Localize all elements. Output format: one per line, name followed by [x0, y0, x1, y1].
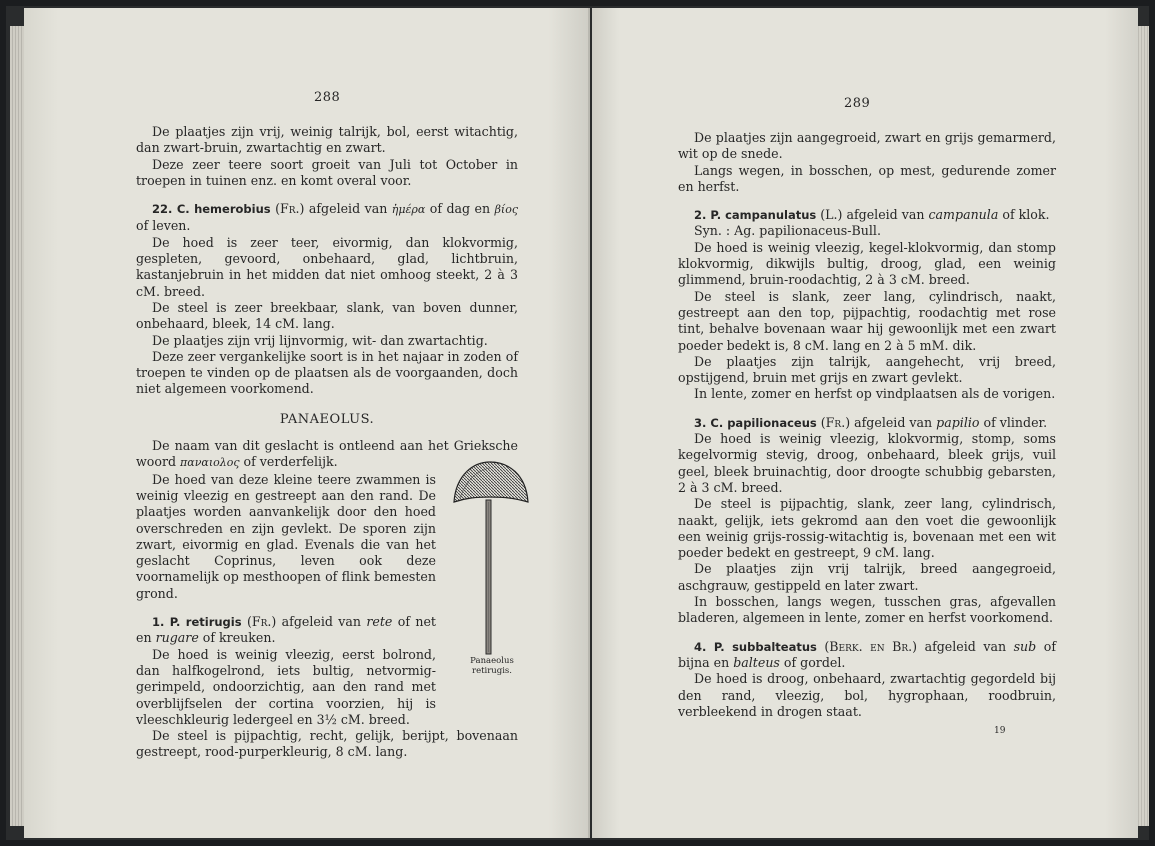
- text: of leven.: [136, 218, 191, 234]
- entry-number: 4.: [694, 639, 707, 654]
- latin-word: campanula: [928, 207, 999, 223]
- text: of kreuken.: [202, 630, 276, 646]
- text: De naam van dit geslacht is ontleend aan het Grieksche woord: [136, 438, 518, 470]
- entry-number: 3.: [694, 415, 707, 430]
- entry-number: 2.: [694, 208, 707, 223]
- author: (Fr.): [820, 414, 851, 430]
- paragraph: De plaatjes zijn vrij lijnvormig, wit- dan zwartachtig.: [152, 332, 488, 348]
- species-name: P. campanulatus: [710, 208, 817, 223]
- signature-mark: 19: [994, 726, 1006, 736]
- text: of dag en: [429, 201, 491, 217]
- caption-line: Panaeolus: [470, 656, 514, 666]
- greek-word: ἡμέρα: [391, 203, 426, 217]
- species-name: P. subbalteatus: [713, 639, 817, 654]
- greek-word: βίος: [494, 203, 519, 217]
- page-number: 288: [314, 90, 341, 105]
- text: afgeleid van: [924, 638, 1007, 654]
- paragraph: De plaatjes zijn vrij, weinig talrijk, bol, eerst witachtig, dan zwart-bruin, zwartachtig en zwart.: [136, 124, 518, 156]
- latin-word: papilio: [936, 414, 980, 430]
- synonym: Syn. : Ag. papilionaceus-Bull.: [694, 223, 881, 239]
- author: (L.): [820, 207, 843, 223]
- paragraph: In lente, zomer en herfst op vindplaatsen als de vorigen.: [694, 386, 1056, 402]
- paragraph: Deze zeer teere soort groeit van Juli tot October in troepen in tuinen enz. en komt overal voor.: [136, 156, 518, 188]
- species-entry: [136, 201, 518, 235]
- species-entry: [678, 415, 1056, 431]
- caption-line: retirugis.: [472, 666, 512, 676]
- paragraph: De steel is zeer breekbaar, slank, van boven dunner, onbehaard, bleek, 14 cM. lang.: [136, 299, 518, 332]
- greek-word: παναιολος: [180, 456, 240, 470]
- paragraph: De plaatjes zijn talrijk, aangehecht, vrij breed, opstijgend, bruin met grijs en zwart gevlekt.: [678, 353, 1056, 386]
- paragraph: In bosschen, langs wegen, tusschen gras, afgevallen bladeren, algemeen in lente, zomer en herfst voorkomend.: [678, 594, 1056, 626]
- page-number: 289: [844, 96, 871, 111]
- latin-word: rugare: [155, 630, 199, 646]
- paragraph: De hoed is droog, onbehaard, zwartachtig gegordeld bij den rand, vleezig, bol, hygrophaan, roodbruin, verbleekend in drogen staat.: [678, 671, 1056, 719]
- text: afgeleid van: [854, 414, 933, 430]
- open-book: [6, 6, 1149, 840]
- text: of vlinder.: [983, 414, 1048, 430]
- mushroom-illustration: [452, 460, 532, 682]
- text: of bijna en: [678, 638, 1056, 670]
- paragraph: De hoed is zeer teer, eivormig, dan klokvormig, gespleten, gevoord, onbehaard, glad, lichtbruin, kastanjebruin in het midden dat niet omhoog steekt, 2 à 3 cM. breed.: [136, 234, 518, 299]
- paragraph: De hoed van deze kleine teere zwammen is weinig vleezig en gestreept aan den rand. De plaatjes worden aanvankelijk door den hoed overschreden en zijn gevlekt. De sporen zijn zwart, eivormig en glad. Evenals die van het geslacht Coprinus, leven ook deze voornamelijk op mesthoopen of flink bemesten grond.: [136, 471, 436, 601]
- paragraph: De steel is pijpachtig, recht, gelijk, berijpt, bovenaan gestreept, rood-purperkleurig, 8 cM. lang.: [136, 728, 518, 760]
- text: afgeleid van: [308, 201, 388, 217]
- paragraph: Langs wegen, in bosschen, op mest, gedurende zomer en herfst.: [678, 162, 1056, 194]
- text: of gordel.: [783, 654, 846, 670]
- text: of verderfelijk.: [243, 454, 338, 470]
- left-page: [24, 8, 590, 838]
- author: (Berk. en Br.): [824, 638, 918, 654]
- species-name: P. retirugis: [169, 615, 242, 630]
- text: afgeleid van: [281, 614, 362, 630]
- paragraph: De plaatjes zijn aangegroeid, zwart en grijs gemarmerd, wit op de snede.: [678, 130, 1056, 162]
- paragraph: De hoed is weinig vleezig, eerst bolrond, dan halfkogelrond, iets bultig, netvormig-gerimpeld, ondoorzichtig, aan den rand met overblijfselen der cortina voorzien, hij is vleeschkleurig ledergeel en 3½ cM. breed.: [136, 646, 436, 727]
- figure-caption: [452, 656, 532, 676]
- latin-word: sub: [1013, 638, 1037, 654]
- paragraph: De hoed is weinig vleezig, kegel-klokvormig, dan stomp klokvormig, dikwijls bultig, droog, glad, een weinig glimmend, bruin-roodachtig, 2 à 3 cM. breed.: [678, 239, 1056, 288]
- entry-number: 1.: [152, 615, 165, 630]
- right-page: [592, 8, 1138, 838]
- author: (Fr.): [275, 201, 305, 217]
- left-page-edges: [10, 26, 24, 826]
- text: afgeleid van: [846, 207, 925, 223]
- genus-heading: PANAEOLUS.: [279, 411, 375, 427]
- right-page-text: [678, 130, 1056, 720]
- paragraph: Deze zeer vergankelijke soort is in het najaar in zoden of troepen te vinden op de plaatsen als de voorgaanden, doch niet algemeen voorkomend.: [136, 348, 518, 397]
- latin-word: rete: [366, 614, 393, 630]
- text: of klok.: [1002, 207, 1050, 223]
- species-name: C. hemerobius: [176, 202, 271, 217]
- author: (Fr.): [246, 614, 277, 630]
- paragraph: De plaatjes zijn vrij talrijk, breed aangegroeid, aschgrauw, gestippeld en later zwart.: [678, 561, 1056, 593]
- text: of net en: [136, 614, 436, 646]
- species-entry: [678, 207, 1056, 223]
- species-entry: [136, 614, 436, 647]
- species-entry: [678, 639, 1056, 672]
- paragraph: De hoed is weinig vleezig, klokvormig, stomp, soms kegelvormig stevig, droog, onbehaard, bleek grijs, vuil geel, bleek bruinachtig, door droogte schubbig gebarsten, 2 à 3 cM. breed.: [678, 431, 1056, 495]
- paragraph: De steel is slank, zeer lang, cylindrisch, naakt, gestreept aan den top, pijpachtig, roodachtig met rose tint, behalve bovenaan waar hij gewoonlijk met een zwart poeder bedekt is, 8 cM. lang en 2 à 5 mM. dik.: [678, 288, 1056, 353]
- entry-number: 22.: [152, 202, 173, 217]
- right-page-edges: [1138, 26, 1149, 826]
- paragraph: De steel is pijpachtig, slank, zeer lang, cylindrisch, naakt, gelijk, iets gekromd aan den voet die gewoonlijk een weinig grijs-rossig-witachtig is, bovenaan met een wit poeder bedekt en gestreept, 9 cM. lang.: [678, 496, 1056, 561]
- latin-word: balteus: [733, 654, 780, 670]
- species-name: C. papilionaceus: [710, 415, 817, 430]
